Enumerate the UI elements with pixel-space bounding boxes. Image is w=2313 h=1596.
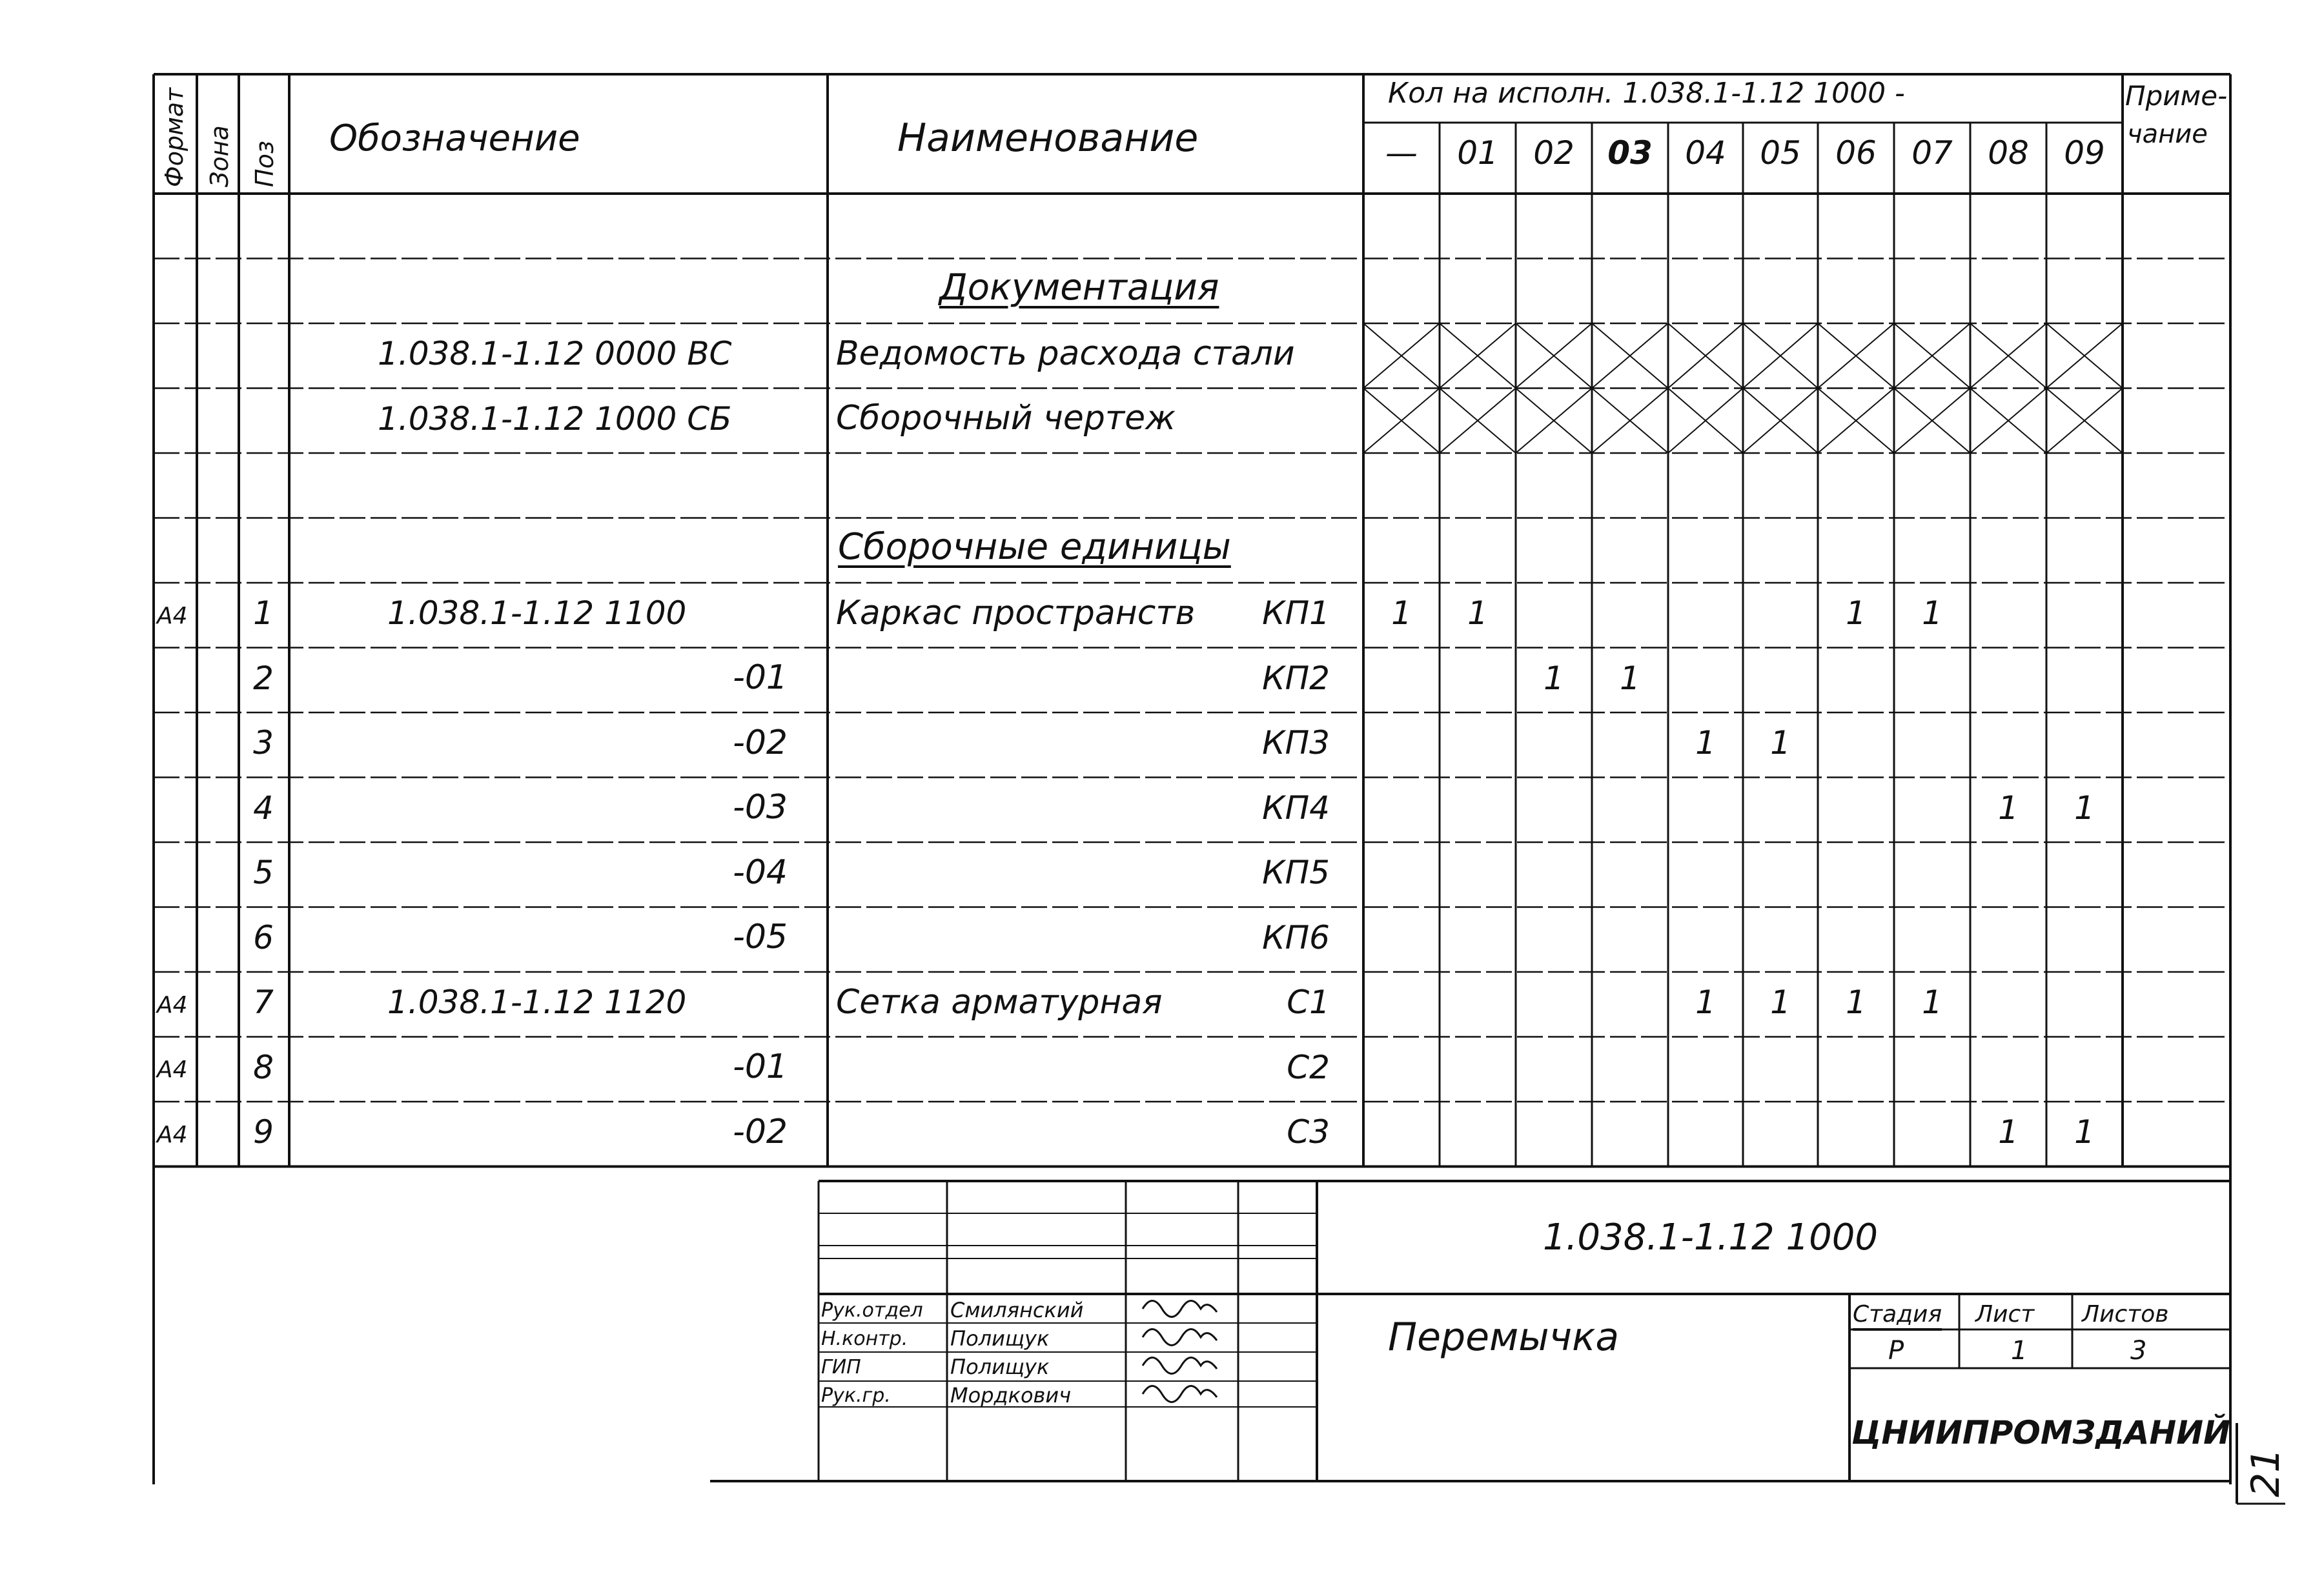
variant-header: 08 [1988, 134, 2029, 172]
header-note: чание [2127, 119, 2208, 149]
page-number: 21 [2243, 1448, 2288, 1497]
format-cell: А4 [157, 1056, 188, 1083]
stamp-sheet: 1 [2011, 1336, 2028, 1366]
mark-cell: КП2 [1262, 659, 1330, 697]
qty-cell: 1 [2074, 789, 2095, 827]
variant-header: 03 [1607, 134, 1653, 172]
pos-cell: 6 [253, 918, 274, 956]
name-cell: Сетка арматурная [836, 982, 1163, 1022]
variant-header: 02 [1533, 134, 1574, 172]
header-note: Приме- [2125, 80, 2228, 112]
stamp-person: Мордкович [950, 1383, 1072, 1408]
stamp-stage-label: Стадия [1853, 1301, 1942, 1328]
pos-cell: 1 [253, 594, 274, 632]
header-qty-title: Кол на исполн. 1.038.1-1.12 1000 - [1388, 76, 1905, 110]
section-title: Документация [939, 267, 1219, 308]
name-cell: Каркас пространств [836, 593, 1196, 632]
qty-cell: 1 [1620, 659, 1640, 697]
qty-cell: 1 [1998, 789, 2019, 827]
qty-cell: 1 [1770, 724, 1791, 762]
header-designation: Обозначение [329, 117, 580, 160]
qty-cell: 1 [1695, 984, 1716, 1022]
designation-cell: -01 [733, 1047, 788, 1087]
signature-mark [1143, 1358, 1217, 1374]
rotated-header: Зона [205, 125, 234, 187]
stamp-role: Рук.отдел [821, 1299, 923, 1322]
stamp-role: ГИП [821, 1356, 861, 1379]
designation-cell: -04 [733, 853, 788, 892]
designation-cell: -02 [733, 1112, 788, 1151]
rotated-header: Формат [160, 87, 189, 187]
mark-cell: КП6 [1262, 918, 1330, 956]
qty-cell: 1 [2074, 1113, 2095, 1151]
stamp-code: 1.038.1-1.12 1000 [1543, 1217, 1878, 1259]
section-title: Сборочные единицы [838, 526, 1231, 568]
variant-header: 09 [2064, 134, 2105, 172]
format-cell: А4 [157, 991, 188, 1018]
stamp-person: Полищук [950, 1326, 1050, 1351]
variant-header: 01 [1457, 134, 1498, 172]
name-cell: Ведомость расхода стали [836, 334, 1295, 373]
qty-cell: 1 [1695, 724, 1716, 762]
designation-cell: -02 [733, 723, 788, 762]
pos-cell: 2 [253, 659, 274, 697]
signature-mark [1143, 1301, 1217, 1317]
variant-header: 07 [1911, 134, 1953, 172]
format-cell: А4 [157, 1121, 188, 1148]
name-cell: Сборочный чертеж [836, 399, 1176, 438]
format-cell: А4 [157, 602, 188, 629]
mark-cell: КП5 [1262, 854, 1330, 892]
stamp-sheets: 3 [2130, 1336, 2147, 1366]
mark-cell: КП4 [1262, 789, 1330, 827]
signature-mark [1143, 1386, 1217, 1402]
rotated-header: Поз [250, 140, 279, 187]
stamp-person: Полищук [950, 1355, 1050, 1380]
qty-cell: 1 [1391, 594, 1412, 632]
mark-cell: С3 [1287, 1113, 1330, 1151]
stamp-role: Н.контр. [821, 1328, 908, 1350]
mark-cell: КП3 [1262, 724, 1330, 762]
qty-cell: 1 [1467, 594, 1488, 632]
stamp-title: Перемычка [1388, 1315, 1620, 1360]
variant-header: 05 [1760, 134, 1801, 172]
qty-cell: 1 [1922, 594, 1942, 632]
variant-header: — [1385, 134, 1418, 172]
designation-cell: -01 [733, 658, 788, 698]
qty-cell: 1 [1770, 984, 1791, 1022]
mark-cell: С1 [1287, 984, 1330, 1022]
pos-cell: 7 [253, 984, 274, 1022]
pos-cell: 5 [253, 854, 274, 892]
stamp-person: Смилянский [950, 1298, 1084, 1323]
variant-header: 06 [1835, 134, 1877, 172]
stamp-role: Рук.гр. [821, 1384, 891, 1407]
pos-cell: 3 [253, 724, 274, 762]
designation-cell: -03 [733, 788, 788, 827]
designation-cell: -05 [733, 918, 788, 957]
qty-cell: 1 [1922, 984, 1942, 1022]
signature-mark [1143, 1329, 1217, 1346]
qty-cell: 1 [1846, 984, 1866, 1022]
stamp-sheets-label: Листов [2082, 1301, 2169, 1328]
designation-cell: 1.038.1-1.12 1100 [387, 594, 687, 632]
designation-cell: 1.038.1-1.12 1120 [387, 984, 687, 1022]
mark-cell: КП1 [1262, 594, 1330, 632]
stamp-stage: Р [1888, 1336, 1904, 1366]
qty-cell: 1 [1846, 594, 1866, 632]
header-name: Наименование [897, 116, 1199, 161]
stamp-org: ЦНИИПРОМЗДАНИЙ [1851, 1414, 2230, 1451]
pos-cell: 9 [253, 1113, 274, 1151]
designation-cell: 1.038.1-1.12 1000 СБ [378, 399, 732, 438]
mark-cell: С2 [1287, 1048, 1330, 1086]
stamp-sheet-label: Лист [1975, 1301, 2035, 1328]
variant-header: 04 [1685, 134, 1726, 172]
designation-cell: 1.038.1-1.12 0000 ВС [378, 335, 732, 373]
qty-cell: 1 [1998, 1113, 2019, 1151]
qty-cell: 1 [1544, 659, 1564, 697]
pos-cell: 8 [253, 1048, 274, 1086]
pos-cell: 4 [253, 789, 274, 827]
